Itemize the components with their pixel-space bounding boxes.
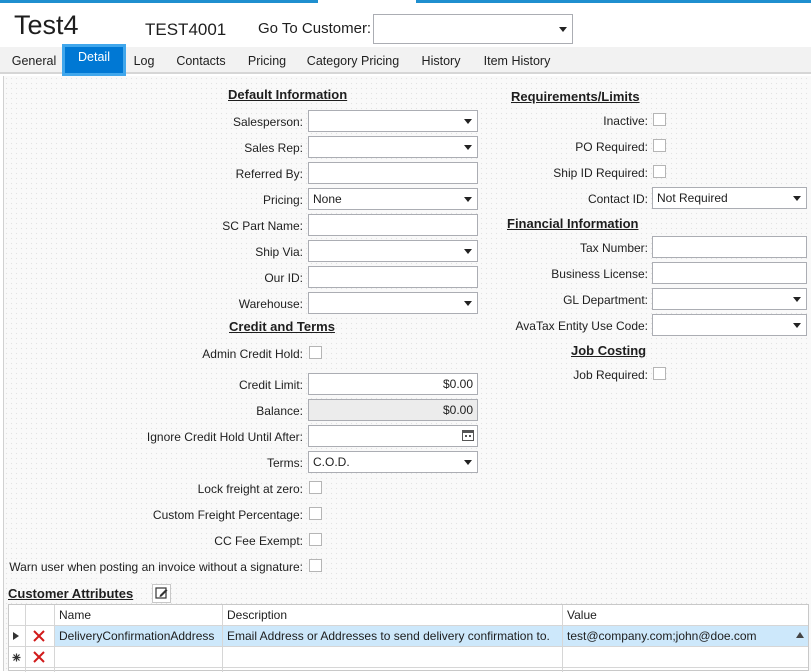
ignore-credit-hold-date[interactable]	[308, 425, 478, 447]
tab-pricing[interactable]: Pricing	[247, 54, 287, 68]
column-header-name[interactable]: Name	[55, 605, 223, 626]
chevron-down-icon	[464, 460, 472, 465]
new-row-icon	[12, 653, 21, 662]
sales-rep-label: Sales Rep:	[244, 141, 303, 155]
tab-item-history[interactable]: Item History	[483, 54, 551, 68]
chevron-down-icon	[464, 119, 472, 124]
chevron-down-icon	[464, 249, 472, 254]
customer-name: Test4	[14, 10, 79, 40]
tab-log[interactable]: Log	[133, 54, 155, 68]
lock-freight-label: Lock freight at zero:	[197, 482, 303, 496]
tab-general[interactable]: General	[11, 54, 57, 68]
cc-fee-exempt-checkbox[interactable]	[309, 533, 322, 546]
delete-x-icon[interactable]	[33, 651, 45, 663]
lock-freight-checkbox[interactable]	[309, 481, 322, 494]
credit-and-terms-heading: Credit and Terms	[229, 319, 335, 334]
ship-via-label: Ship Via:	[255, 245, 303, 259]
gl-department-label: GL Department:	[563, 293, 648, 307]
chevron-down-icon	[464, 301, 472, 306]
balance-field: $0.00	[308, 399, 478, 421]
pricing-label: Pricing:	[262, 193, 303, 207]
chevron-down-icon	[793, 196, 801, 201]
tab-history[interactable]: History	[421, 54, 461, 68]
credit-limit-input[interactable]: $0.00	[308, 373, 478, 395]
warehouse-label: Warehouse:	[238, 297, 303, 311]
referred-by-input[interactable]	[308, 162, 478, 184]
chevron-down-icon	[793, 323, 801, 328]
admin-credit-hold-checkbox[interactable]	[309, 346, 322, 359]
chevron-down-icon	[793, 297, 801, 302]
our-id-input[interactable]	[308, 266, 478, 288]
business-license-label: Business License:	[551, 267, 648, 281]
po-required-label: PO Required:	[575, 140, 648, 154]
chevron-down-icon	[559, 27, 567, 32]
row-indicator-icon	[13, 632, 19, 640]
delete-x-icon[interactable]	[33, 630, 45, 642]
balance-label: Balance:	[256, 404, 303, 418]
ship-via-select[interactable]	[308, 240, 478, 262]
tax-number-label: Tax Number:	[579, 241, 648, 255]
chevron-down-icon	[464, 145, 472, 150]
attribute-description-cell[interactable]: Email Address or Addresses to send delivery confirmation to.	[227, 629, 550, 643]
custom-freight-percentage-label: Custom Freight Percentage:	[152, 508, 303, 522]
warn-signature-checkbox[interactable]	[309, 559, 322, 572]
customer-code: TEST4001	[145, 20, 227, 39]
goto-customer-label: Go To Customer:	[258, 20, 372, 37]
gl-department-select[interactable]	[652, 288, 807, 310]
scroll-up-icon[interactable]	[796, 632, 804, 638]
job-required-checkbox[interactable]	[653, 367, 666, 380]
tax-number-input[interactable]	[652, 236, 807, 258]
tab-contacts[interactable]: Contacts	[176, 54, 226, 68]
credit-limit-label: Credit Limit:	[238, 378, 303, 392]
ship-id-required-checkbox[interactable]	[653, 165, 666, 178]
contact-id-label: Contact ID:	[587, 192, 648, 206]
job-costing-heading: Job Costing	[571, 343, 647, 358]
warn-signature-label: Warn user when posting an invoice without a signature:	[9, 560, 303, 574]
sc-part-name-label: SC Part Name:	[222, 219, 303, 233]
ignore-credit-hold-label: Ignore Credit Hold Until After:	[146, 430, 303, 444]
chevron-down-icon	[464, 197, 472, 202]
ship-id-required-label: Ship ID Required:	[553, 166, 648, 180]
customer-header	[0, 3, 811, 46]
requirements-limits-heading: Requirements/Limits	[511, 89, 640, 104]
attribute-name-cell[interactable]: DeliveryConfirmationAddress	[59, 629, 215, 643]
pricing-select[interactable]: None	[308, 188, 478, 210]
customer-attributes-grid	[8, 604, 809, 671]
column-header-value[interactable]: Value	[563, 605, 808, 626]
contact-id-select[interactable]: Not Required	[652, 187, 807, 209]
salesperson-select[interactable]	[308, 110, 478, 132]
customer-attributes-heading: Customer Attributes	[8, 586, 134, 601]
terms-label: Terms:	[267, 456, 303, 470]
avatax-code-label: AvaTax Entity Use Code:	[515, 319, 648, 333]
business-license-input[interactable]	[652, 262, 807, 284]
inactive-checkbox[interactable]	[653, 113, 666, 126]
column-header-description[interactable]: Description	[223, 605, 563, 626]
terms-select[interactable]: C.O.D.	[308, 451, 478, 473]
inactive-label: Inactive:	[603, 114, 648, 128]
attribute-value-cell[interactable]: test@company.com;john@doe.com	[567, 629, 757, 643]
po-required-checkbox[interactable]	[653, 139, 666, 152]
edit-attributes-button[interactable]	[152, 584, 171, 603]
admin-credit-hold-label: Admin Credit Hold:	[202, 347, 303, 361]
tab-bar	[0, 47, 811, 74]
job-required-label: Job Required:	[573, 368, 648, 382]
custom-freight-percentage-checkbox[interactable]	[309, 507, 322, 520]
sales-rep-select[interactable]	[308, 136, 478, 158]
our-id-label: Our ID:	[264, 271, 303, 285]
goto-customer-select[interactable]	[373, 14, 573, 44]
tab-detail[interactable]: Detail	[62, 44, 126, 76]
sc-part-name-input[interactable]	[308, 214, 478, 236]
cc-fee-exempt-label: CC Fee Exempt:	[214, 534, 303, 548]
calendar-icon[interactable]	[462, 429, 474, 441]
salesperson-label: Salesperson:	[232, 115, 303, 129]
default-information-heading: Default Information	[228, 87, 348, 102]
warehouse-select[interactable]	[308, 292, 478, 314]
edit-icon	[153, 585, 170, 602]
financial-information-heading: Financial Information	[507, 216, 639, 231]
tab-category-pricing[interactable]: Category Pricing	[306, 54, 400, 68]
referred-by-label: Referred By:	[235, 167, 303, 181]
avatax-code-select[interactable]	[652, 314, 807, 336]
